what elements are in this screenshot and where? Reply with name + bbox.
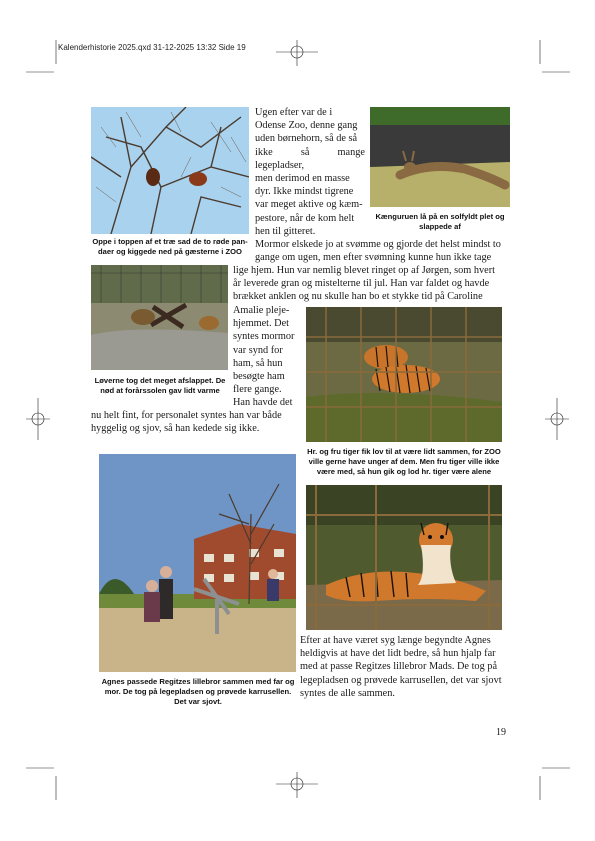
caption-kangaroo [366, 212, 514, 232]
text-line: var meget aktive og kæm- [255, 199, 363, 211]
paragraph-mormor [255, 238, 509, 264]
text-line: Ugen efter var de i [255, 107, 333, 118]
caption-line: nød at forårssolen gav lidt varme [100, 386, 220, 395]
text-line: Han havde det [233, 397, 293, 409]
text-line: syntes mormor [233, 331, 295, 343]
caption-line: ville gerne have unger af dem. Men fru tiger ville ikke [308, 457, 500, 466]
text-line: ikke så mange legepladser, [255, 146, 365, 171]
caption-line: være med, så hun gik og lod hr. tiger være alene [316, 467, 492, 476]
paragraph-plejehjem-end [91, 409, 301, 435]
caption-line: slappede af [419, 222, 461, 231]
text-line: Mormor elskede jo at svømme og gjorde det helst mindst to [255, 239, 501, 250]
photo-tiger-resting [306, 485, 502, 630]
caption-red-pandas [84, 237, 256, 257]
caption-line: Hr. og fru tiger fik lov til at være lidt sammen, for ZOO [307, 447, 501, 456]
page-number: 19 [496, 727, 506, 738]
text-line: var synd for [233, 344, 283, 356]
caption-line: Kænguruen lå på en solfyldt plet og [375, 212, 505, 221]
text-line: hyggelig og sjov, så han kedede sig ikke. [91, 423, 260, 435]
text-line: legepladsen og prøvede karrusellen, det var sjovt [300, 674, 502, 686]
text-line: hen til gitteret. [255, 225, 316, 237]
text-line: men derimod en masse [255, 173, 350, 185]
text-line: syntes de alle sammen. [300, 687, 395, 699]
text-line: heldigvis at have det lidt bedre, så hun hjalp far [300, 648, 496, 660]
text-line: pestore, når de kom helt [255, 212, 355, 224]
text-line: ham, så hun [233, 357, 283, 369]
text-line: Efter at have været syg længe begyndte Agnes [300, 635, 491, 646]
paragraph-mormor-cont [233, 264, 509, 304]
text-line: Odense Zoo, denne gang [255, 120, 358, 132]
text-line: med at passe Regitzes lillebror Mads. De tog på [300, 661, 498, 673]
caption-line: mor. De tog på legepladsen og prøvede karrusellen. [104, 687, 292, 696]
caption-line: Agnes passede Regitzes lillebror sammen med far og [101, 677, 295, 686]
paragraph-zoo-visit [255, 106, 365, 238]
text-line: besøgte ham [233, 371, 285, 383]
text-line: år leverede gran og mistelterne til jul. Han var faldet og havde [233, 278, 490, 290]
print-slug: Kalenderhistorie 2025.qxd 31-12-2025 13:32 Side 19 [58, 43, 246, 52]
paragraph-plejehjem [233, 304, 301, 410]
photo-playground [99, 454, 296, 672]
caption-line: Oppe i toppen af et træ sad de to røde pan- [92, 237, 248, 246]
caption-playground [95, 677, 301, 707]
caption-line: Løverne tog det meget afslappet. De [94, 376, 226, 385]
photo-lions [91, 265, 228, 370]
caption-tigers-fence [300, 447, 508, 477]
caption-line: daer og kiggede ned på gæsterne i ZOO [98, 247, 242, 256]
text-line: brækket anklen og nu skulle han bo et stykke tid på Caroline [233, 291, 483, 303]
text-line: nu helt fint, for personalet syntes han var både [91, 410, 282, 421]
photo-tigers-fence [306, 307, 502, 442]
text-line: gange om ugen, men efter svømning kunne hun ikke tage [255, 252, 492, 264]
photo-red-pandas [91, 107, 249, 234]
caption-lions [86, 376, 234, 396]
photo-kangaroo [370, 107, 510, 207]
text-line: uden børnehorn, så de så [255, 133, 358, 145]
paragraph-agnes [300, 634, 510, 700]
text-line: lige hjem. Hun var nemlig blevet ringet op af Jørgen, som hvert [233, 265, 496, 276]
text-line: dyr. Ikke mindst tigrene [255, 186, 354, 198]
text-line: Amalie pleje- [233, 305, 290, 316]
text-line: hjemmet. Det [233, 318, 290, 330]
text-line: flere gange. [233, 384, 282, 396]
caption-line: Det var sjovt. [174, 697, 222, 706]
